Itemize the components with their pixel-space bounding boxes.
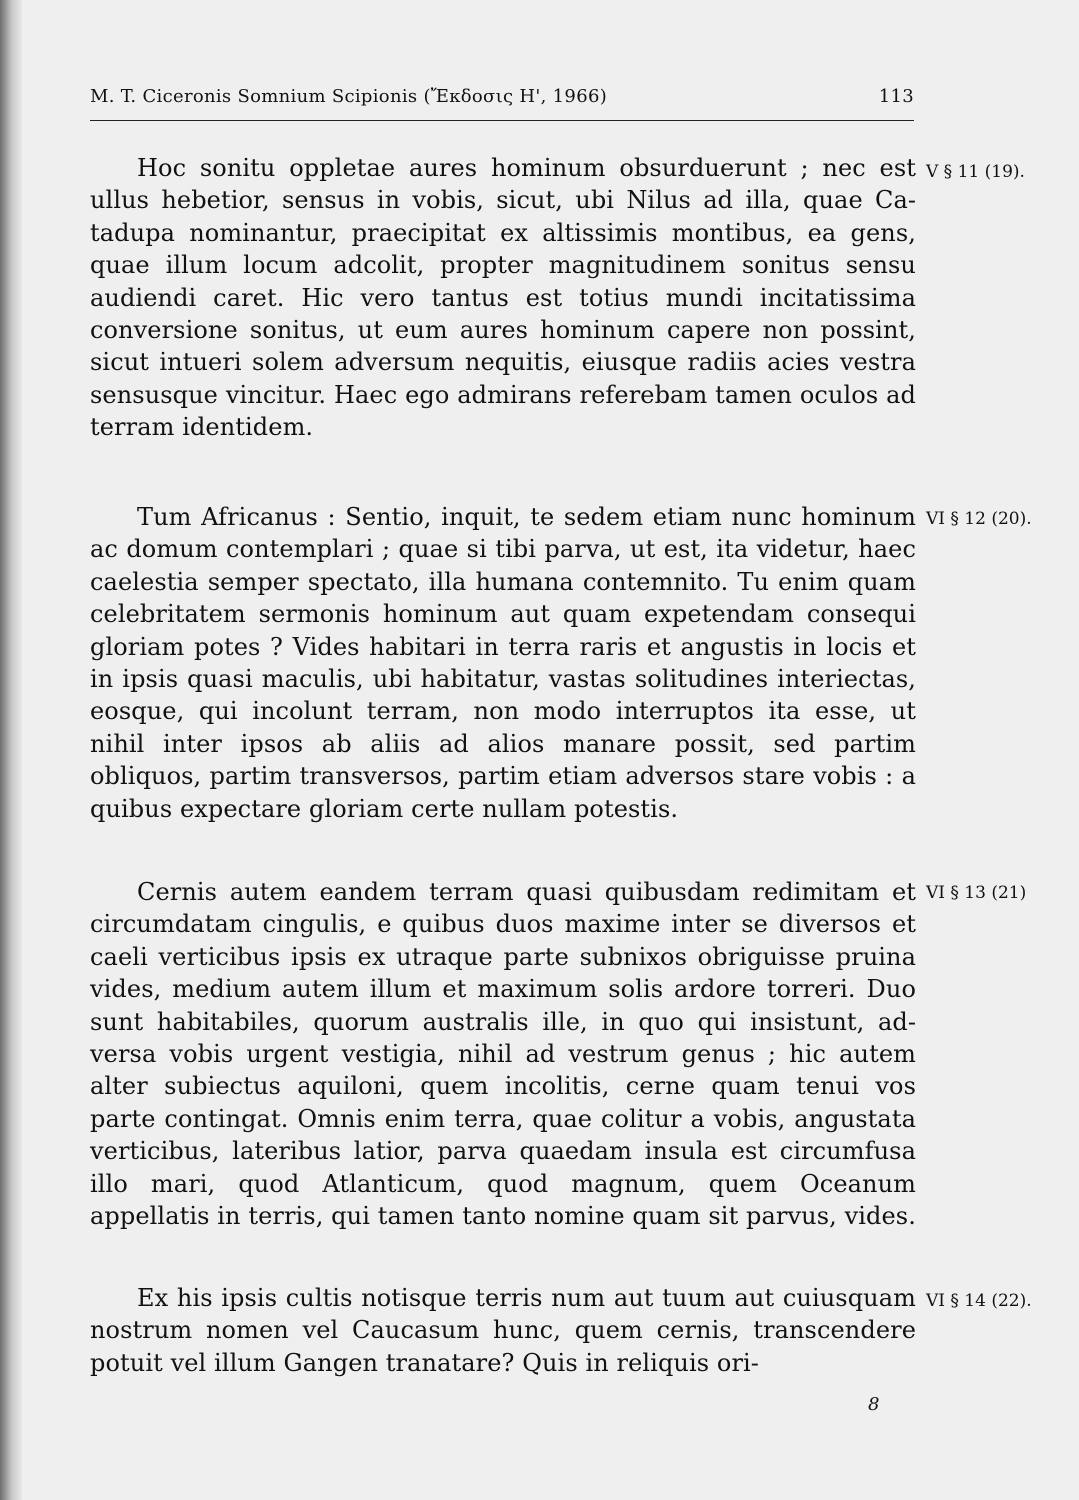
page-number: 113 (878, 86, 914, 107)
paragraph-1: Hoc sonitu oppletae aures hominum obsurduerunt ; nec est ullus hebetior, sensus in vobis, sicut, ubi Nilus ad illa, quae Catadupa nominantur, praecipitat ex altissimis montibus, ea gens, quae illum locum adcolit, propter magnitudinem sonitus sensu audiendi caret. Hic vero tantus est totius mundi incitatissima conversione sonitus, ut eum aures hominum capere non possint, sicut intueri solem adversum nequitis, eiusque radiis acies vestra sensusque vincitur. Haec ego admirans referebam tamen oculos ad terram identidem. (90, 154, 916, 442)
margin-ref-2: VI § 12 (20). (926, 509, 1032, 529)
paragraph-2: Tum Africanus : Sentio, inquit, te sedem etiam nunc hominum ac domum contemplari ; quae si tibi parva, ut est, ita videtur, haec caelestia semper spectato, illa humana contemnito. Tu enim quam celebritatem sermonis hominum aut quam expetendam consequi gloriam potes ? Vides habitari in terra raris et angustis in locis et in ipsis quasi maculis, ubi habitatur, vastas solitudines interiectas, eosque, qui incolunt terram, non modo interruptos ita esse, ut nihil inter ipsos ab aliis ad alios manare possit, sed partim obliquos, partim transversos, partim etiam adversos stare vobis : a quibus expectare gloriam certe nullam potestis. (90, 503, 916, 823)
page-binding-edge (0, 0, 22, 1500)
margin-ref-3: VI § 13 (21) (926, 883, 1027, 903)
header-rule (90, 120, 914, 121)
running-header (90, 86, 914, 116)
header-title: M. T. Ciceronis Somnium Scipionis (Ἔκδοσις Η', 1966) (90, 86, 608, 107)
margin-ref-1: V § 11 (19). (926, 162, 1025, 182)
signature-mark: 8 (868, 1394, 880, 1415)
paragraph-4: Ex his ipsis cultis notisque terris num aut tuum aut cuiusquam nostrum nomen vel Caucasum hunc, quem cernis, transcendere potuit vel illum Gangen tranatare? Quis in reliquis ori- (90, 1284, 916, 1377)
paragraph-3: Cernis autem eandem terram quasi quibusdam redimitam et circumdatam cingulis, e quibus duos maxime inter se diversos et caeli verticibus ipsis ex utraque parte subnixos obriguisse pruina vides, medium autem illum et maximum solis ardore torreri. Duo sunt habitabiles, quorum australis ille, in quo qui insistunt, adversa vobis urgent vestigia, nihil ad vestrum genus ; hic autem alter subiectus aquiloni, quem incolitis, cerne quam tenui vos parte contingat. Omnis enim terra, quae colitur a vobis, angustata verticibus, lateribus latior, parva quaedam insula est circumfusa illo mari, quod Atlanticum, quod magnum, quem Oceanum appellatis in terris, qui tamen tanto nomine quam sit parvus, vides. (90, 878, 916, 1231)
margin-ref-4: VI § 14 (22). (926, 1291, 1032, 1311)
